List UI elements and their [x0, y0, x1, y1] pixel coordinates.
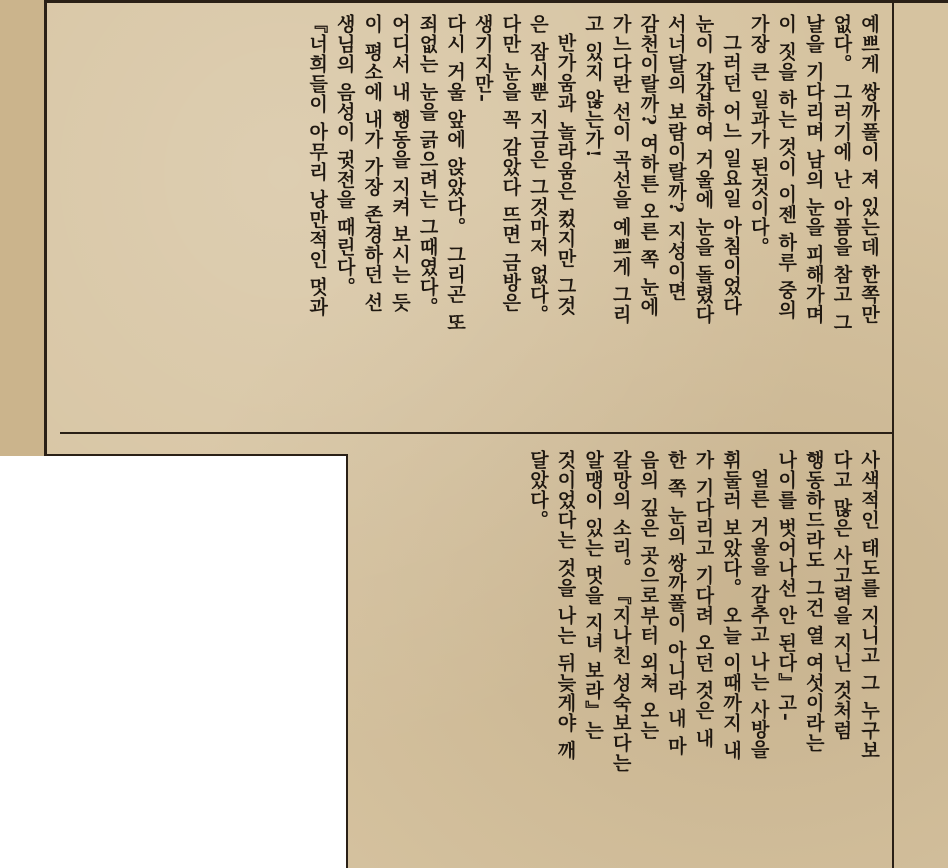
text-line: 눈이 갑갑하여 거울에 눈을 돌렸다 [692, 14, 715, 325]
left-border [44, 0, 47, 456]
text-line: 갈망의 소리。 『지나친 성숙보다는 [609, 450, 632, 773]
text-line: 날을 기다리며 남의 눈을 피해가며 [802, 14, 825, 325]
text-line: 감천이랄까? 여하튼 오른 쪽 눈에 [637, 14, 660, 317]
text-line: 가장 큰 일과가 된것이다。 [747, 14, 770, 257]
text-line: 가 기다리고 기다려 오던 것은 내 [692, 450, 715, 749]
section-divider [60, 432, 892, 434]
text-line: 다시 거울 앞에 앉았다。 그리곤 또 [444, 14, 467, 333]
text-line: 생기지만- [471, 14, 494, 103]
blank-area [0, 456, 346, 868]
text-line: 사색적인 태도를 지니고 그 누구보 [858, 450, 880, 761]
text-line: 『너희들이 아무리 낭만적인 멋과 [306, 14, 329, 317]
text-line: 서너달의 보람이랄까? 지성이면 [664, 14, 687, 302]
text-line: 얼른 거울을 감추고 나는 사방을 [747, 469, 770, 760]
top-border [44, 0, 948, 3]
text-line: 다고 많은 사고력을 지닌 것처럼 [830, 450, 853, 741]
article-text-top [303, 14, 882, 424]
text-line: 것이었다는 것을 나는 뒤늦게야 깨 [554, 450, 577, 761]
text-line: 알맹이 있는 멋을 지녀 보라』는 [582, 450, 605, 741]
text-line: 나이를 벗어나선 안 된다』고- [775, 450, 798, 722]
blank-right-edge [346, 456, 348, 868]
text-line: 고 있지 않는가! [582, 14, 605, 159]
text-line: 행동하드라도 그건 열 여섯이라는 [802, 450, 825, 753]
text-line: 죄없는 눈을 긁으려는 그때였다。 [416, 14, 439, 317]
text-line: 어디서 내 행동을 지켜 보시는 듯 [388, 14, 411, 313]
text-line: 다만 눈을 꼭 감았다 뜨면 금방은 [499, 14, 522, 313]
article-text-bottom [523, 450, 882, 860]
text-line: 그러던 어느 일요일 아침이었다 [720, 33, 743, 316]
text-line: 생님의 음성이 귓전을 때린다。 [333, 14, 356, 297]
text-line: 없다。 그러기에 난 아픔을 참고 그 [830, 14, 853, 333]
text-line: 한 쪽 눈의 쌍까풀이 아니라 내 마 [664, 450, 687, 756]
text-line: 이 평소에 내가 가장 존경하던 선 [361, 14, 384, 313]
text-line: 음의 깊은 곳으로부터 외쳐 오는 [637, 450, 660, 741]
text-line: 예쁘게 쌍까풀이 져 있는데 한쪽만 [858, 14, 880, 325]
text-line: 은 잠시뿐 지금은 그것마저 없다。 [526, 14, 549, 325]
page-margin [0, 0, 44, 456]
text-line: 휘둘러 보았다。 오늘 이때까지 내 [720, 450, 743, 761]
text-line: 이 짓을 하는 것이 이젠 하루 중의 [775, 14, 798, 320]
text-line: 가느다란 선이 곡선을 예쁘게 그리 [609, 14, 632, 325]
text-line: 달았다。 [526, 450, 549, 530]
right-border [892, 0, 894, 868]
text-line: 반가움과 놀라움은 컸지만 그것 [554, 33, 577, 316]
bottom-left-border [44, 454, 348, 456]
